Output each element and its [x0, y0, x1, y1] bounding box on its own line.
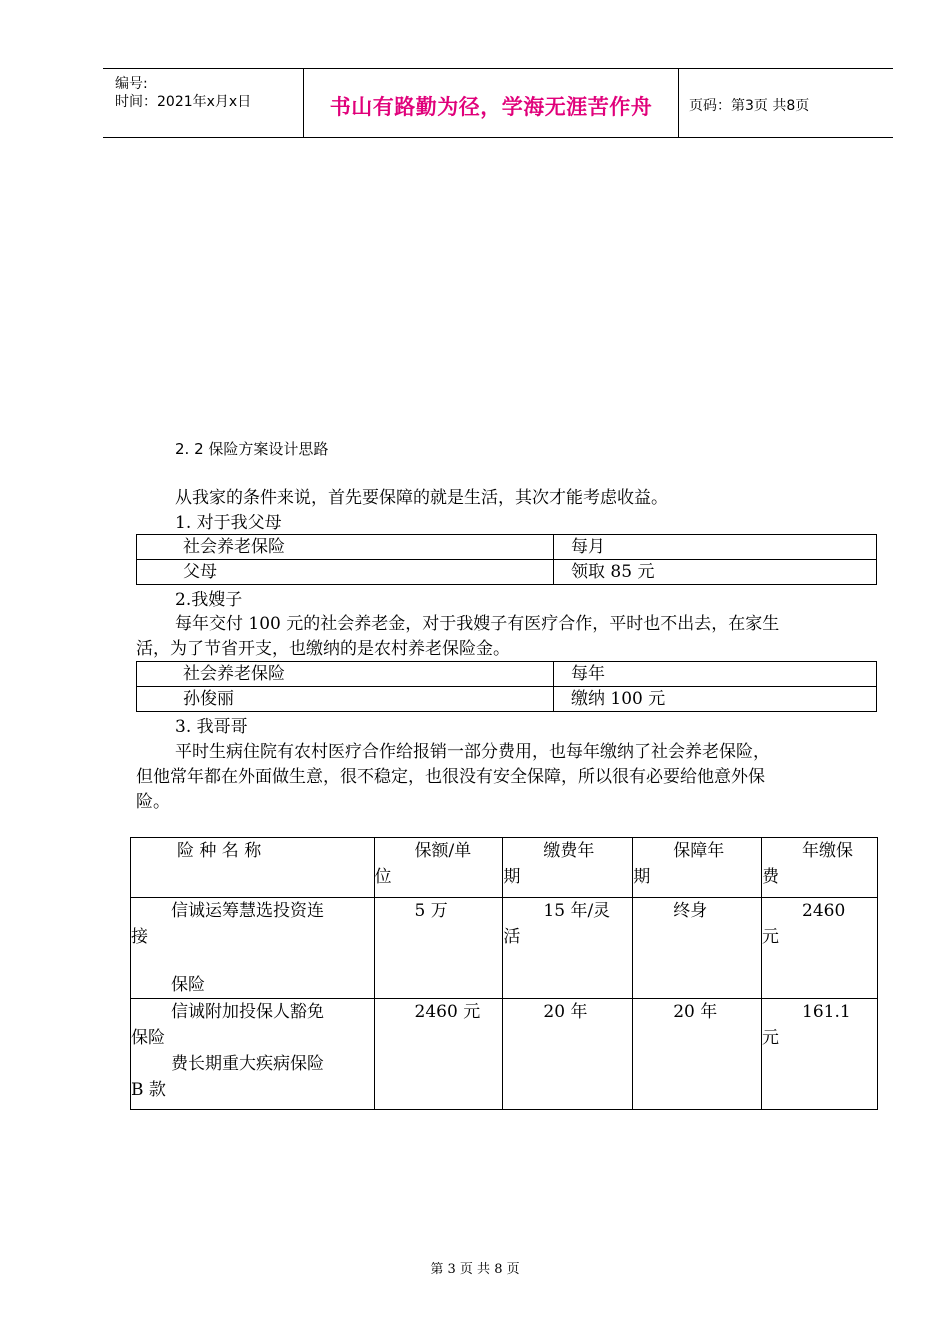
annual-fee-cell [762, 898, 878, 999]
header-text: 年缴保 [802, 841, 854, 861]
sister-in-law-paragraph-line: 活，为了节省开支，也缴纳的是农村养老保险金。 [136, 639, 510, 659]
plan-name-line: 保险 [131, 1028, 165, 1048]
brother-paragraph-line: 险。 [136, 792, 170, 812]
header-page-cell [679, 69, 893, 137]
coverage-period-value: 终身 [673, 901, 708, 921]
header-text: 期 [503, 867, 521, 887]
table-cell: 每年 [554, 662, 877, 687]
header-motto: 书山有路勤为径，学海无涯苦作舟 [329, 95, 653, 119]
plan-name-line: 保险 [171, 975, 205, 995]
plan-name-cell [131, 999, 375, 1110]
plan-name-line: 信诚附加投保人豁免 [171, 1002, 324, 1022]
table-row [137, 560, 877, 585]
coverage-period-cell [633, 999, 762, 1110]
header-text: 保额/单 [414, 841, 472, 861]
page-footer: 第 3 页 共 8 页 [430, 1262, 520, 1277]
amount-value: 2460 元 [414, 1002, 481, 1022]
table-row [131, 898, 878, 999]
amount-value: 5 万 [414, 901, 448, 921]
sister-in-law-pension-table [136, 661, 877, 712]
amount-cell [374, 898, 503, 999]
document-code-label: 编号: [115, 76, 148, 92]
payment-period-cell [503, 999, 633, 1110]
header-page-number: 页码：第3页 共8页 [689, 98, 810, 114]
annual-fee-line: 2460 [802, 901, 846, 921]
table-header-row [131, 838, 878, 898]
column-header-annual-fee [762, 838, 878, 898]
plan-name-line: 信诚运筹慧选投资连 [171, 901, 324, 921]
plan-name-line: 接 [131, 927, 148, 947]
plan-name-line: 费长期重大疾病保险 [171, 1054, 324, 1074]
table-cell: 缴纳 100 元 [554, 687, 877, 712]
table-row [131, 999, 878, 1110]
insurance-plan-table [130, 837, 878, 1110]
table-cell: 社会养老保险 [137, 535, 554, 560]
header-text: 费 [762, 867, 780, 887]
payment-period-cell [503, 898, 633, 999]
brother-heading: 3. 我哥哥 [175, 717, 248, 737]
table-cell: 领取 85 元 [554, 560, 877, 585]
header-text: 险 种 名 称 [177, 841, 262, 861]
column-header-coverage-period [633, 838, 762, 898]
header-meta-cell [103, 69, 304, 137]
intro-paragraph: 从我家的条件来说，首先要保障的就是生活，其次才能考虑收益。 [175, 488, 668, 508]
sister-in-law-paragraph-line: 每年交付 100 元的社会养老金，对于我嫂子有医疗合作，平时也不出去，在家生 [175, 614, 780, 634]
table-row [137, 535, 877, 560]
brother-paragraph-line: 平时生病住院有农村医疗合作给报销一部分费用，也每年缴纳了社会养老保险， [175, 742, 770, 762]
spacer [131, 950, 374, 972]
table-cell: 父母 [137, 560, 554, 585]
parents-pension-table [136, 534, 877, 585]
annual-fee-line: 元 [762, 1028, 780, 1048]
header-text: 期 [633, 867, 651, 887]
plan-name-cell [131, 898, 375, 999]
coverage-period-value: 20 年 [673, 1002, 718, 1022]
payment-period-line: 15 年/灵 [543, 901, 611, 921]
column-header-name [131, 838, 375, 898]
annual-fee-line: 元 [762, 927, 780, 947]
page-header [103, 68, 893, 138]
table-row [137, 662, 877, 687]
table-cell: 孙俊丽 [137, 687, 554, 712]
annual-fee-cell [762, 999, 878, 1110]
plan-name-line: B 款 [131, 1080, 166, 1100]
brother-paragraph-line: 但他常年都在外面做生意，很不稳定，也很没有安全保障，所以很有必要给他意外保 [136, 767, 765, 787]
parents-heading: 1. 对于我父母 [175, 513, 282, 533]
sister-in-law-heading: 2.我嫂子 [175, 590, 243, 610]
payment-period-line: 20 年 [543, 1002, 588, 1022]
header-motto-cell [304, 69, 679, 137]
document-date-label: 时间：2021年x月x日 [115, 94, 252, 110]
payment-period-line: 活 [503, 927, 521, 947]
section-heading: 2. 2 保险方案设计思路 [175, 440, 329, 458]
amount-cell [374, 999, 503, 1110]
column-header-amount [374, 838, 503, 898]
header-text: 保障年 [673, 841, 725, 861]
table-row [137, 687, 877, 712]
coverage-period-cell [633, 898, 762, 999]
column-header-payment-period [503, 838, 633, 898]
header-text: 缴费年 [543, 841, 595, 861]
header-text: 位 [374, 867, 392, 887]
table-cell: 每月 [554, 535, 877, 560]
table-cell: 社会养老保险 [137, 662, 554, 687]
annual-fee-line: 161.1 [802, 1002, 851, 1022]
